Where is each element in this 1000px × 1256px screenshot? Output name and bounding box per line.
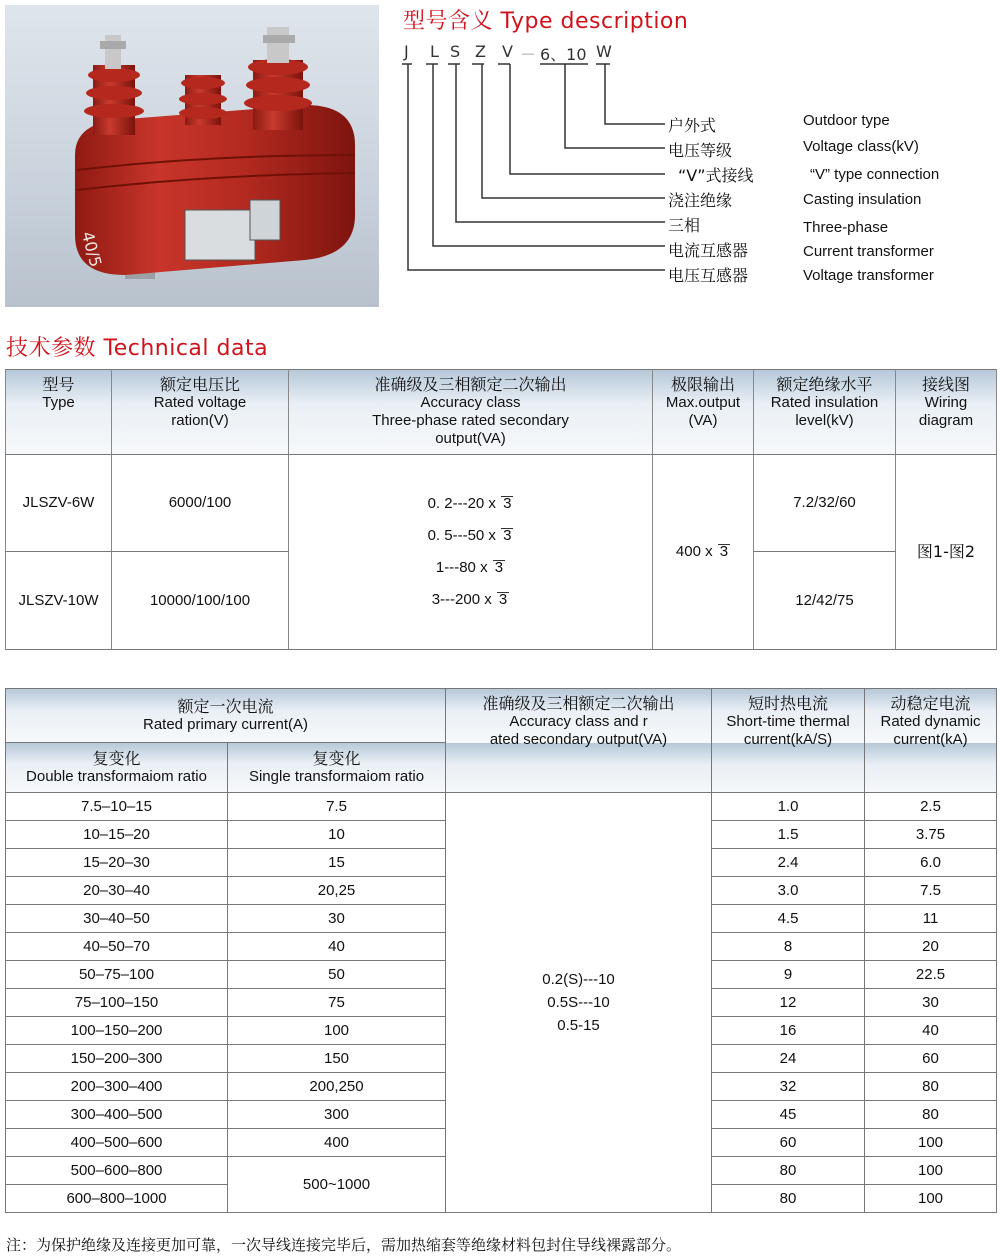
- table-row: [6, 455, 997, 552]
- type-item-cn: 浇注绝缘: [668, 191, 733, 210]
- header-max-output: 极限输出 Max.output (VA): [653, 370, 754, 455]
- double-ratio-cell: 10–15–20: [6, 821, 228, 849]
- accuracy-output-cell: [446, 793, 712, 1213]
- code-bracket-lines: [400, 58, 680, 278]
- type-item-cn: 户外式: [668, 116, 717, 135]
- product-photo: [5, 5, 379, 307]
- double-ratio-cell: 20–30–40: [6, 877, 228, 905]
- dynamic-cell: 100: [865, 1157, 997, 1185]
- header-type: 型号 Type: [6, 370, 112, 455]
- accuracy-line: 0.5-15: [557, 1017, 600, 1034]
- technical-table-2: [5, 688, 997, 1213]
- header-double-ratio: 复变化 Double transformaiom ratio: [6, 743, 228, 793]
- type-item-cn: 电压等级: [668, 141, 733, 160]
- type-item-en: “V” type connection: [810, 166, 940, 183]
- double-ratio-cell: 40–50–70: [6, 933, 228, 961]
- code-letter: J: [404, 42, 409, 61]
- table2-header-row: [6, 689, 997, 743]
- footnote: 注：为保护绝缘及连接更加可靠，一次导线连接完毕后，需加热缩套等绝缘材料包封住导线裸露部分。: [6, 1236, 682, 1254]
- insulation-cell: 7.2/32/60: [754, 455, 896, 552]
- type-cell: JLSZV-10W: [6, 552, 112, 650]
- wiring-cell: 图1-图2: [896, 455, 997, 650]
- single-ratio-cell: 40: [228, 933, 446, 961]
- single-ratio-cell: 7.5: [228, 793, 446, 821]
- double-ratio-cell: 15–20–30: [6, 849, 228, 877]
- type-item-en: Voltage class(kV): [803, 138, 919, 155]
- code-letter: W: [596, 42, 612, 61]
- type-item-cn: 三相: [668, 216, 701, 235]
- double-ratio-cell: 50–75–100: [6, 961, 228, 989]
- single-ratio-cell: 100: [228, 1017, 446, 1045]
- short-time-cell: 12: [712, 989, 865, 1017]
- double-ratio-cell: 30–40–50: [6, 905, 228, 933]
- short-time-cell: 1.5: [712, 821, 865, 849]
- dynamic-cell: 100: [865, 1129, 997, 1157]
- type-item-en: Current transformer: [803, 243, 934, 260]
- dynamic-cell: 20: [865, 933, 997, 961]
- dynamic-cell: 80: [865, 1073, 997, 1101]
- double-ratio-cell: 600–800–1000: [6, 1185, 228, 1213]
- short-time-cell: 1.0: [712, 793, 865, 821]
- dynamic-cell: 6.0: [865, 849, 997, 877]
- transformer-illustration: [5, 5, 379, 307]
- single-ratio-cell: 500~1000: [228, 1157, 446, 1213]
- double-ratio-cell: 400–500–600: [6, 1129, 228, 1157]
- short-time-cell: 80: [712, 1157, 865, 1185]
- type-item-cn: 电压互感器: [668, 266, 749, 285]
- single-ratio-cell: 75: [228, 989, 446, 1017]
- table1-header-row: [6, 370, 997, 455]
- accuracy-cell: 0. 2---20 x 3 0. 5---50 x 3 1---80 x 3 3---200 x 3: [289, 455, 653, 650]
- double-ratio-cell: 100–150–200: [6, 1017, 228, 1045]
- header-voltage-ratio: 额定电压比 Rated voltage ration(V): [112, 370, 289, 455]
- code-letter: S: [450, 42, 461, 61]
- technical-table-1: [5, 369, 997, 650]
- header-accuracy-output: 准确级及三相额定二次输出 Accuracy class and r ated secondary output(VA): [446, 689, 712, 793]
- double-ratio-cell: 75–100–150: [6, 989, 228, 1017]
- table-row: [6, 793, 997, 821]
- short-time-cell: 8: [712, 933, 865, 961]
- type-item-cn: 电流互感器: [668, 241, 749, 260]
- double-ratio-cell: 150–200–300: [6, 1045, 228, 1073]
- code-letter: Z: [475, 42, 486, 61]
- dynamic-cell: 60: [865, 1045, 997, 1073]
- max-output-cell: 400 x 3: [653, 455, 754, 650]
- single-ratio-cell: 50: [228, 961, 446, 989]
- photo-label: 40/5: [77, 229, 106, 270]
- short-time-cell: 80: [712, 1185, 865, 1213]
- short-time-cell: 16: [712, 1017, 865, 1045]
- type-item-cn: “V”式接线: [678, 166, 754, 185]
- type-item-en: Voltage transformer: [803, 267, 934, 284]
- code-letter: V: [502, 42, 513, 61]
- type-cell: JLSZV-6W: [6, 455, 112, 552]
- short-time-cell: 45: [712, 1101, 865, 1129]
- insulation-cell: 12/42/75: [754, 552, 896, 650]
- dynamic-cell: 3.75: [865, 821, 997, 849]
- short-time-cell: 24: [712, 1045, 865, 1073]
- single-ratio-cell: 30: [228, 905, 446, 933]
- dynamic-cell: 2.5: [865, 793, 997, 821]
- accuracy-line: 0.5S---10: [547, 994, 610, 1011]
- dynamic-cell: 11: [865, 905, 997, 933]
- single-ratio-cell: 15: [228, 849, 446, 877]
- header-single-ratio: 复变化 Single transformaiom ratio: [228, 743, 446, 793]
- code-letter: 6、10: [540, 45, 587, 64]
- single-ratio-cell: 300: [228, 1101, 446, 1129]
- double-ratio-cell: 300–400–500: [6, 1101, 228, 1129]
- header-dynamic: 动稳定电流 Rated dynamic current(kA): [865, 689, 997, 793]
- type-item-en: Outdoor type: [803, 112, 890, 129]
- single-ratio-cell: 200,250: [228, 1073, 446, 1101]
- dynamic-cell: 80: [865, 1101, 997, 1129]
- short-time-cell: 9: [712, 961, 865, 989]
- single-ratio-cell: 150: [228, 1045, 446, 1073]
- double-ratio-cell: 200–300–400: [6, 1073, 228, 1101]
- double-ratio-cell: 7.5–10–15: [6, 793, 228, 821]
- accuracy-line: 0.2(S)---10: [542, 971, 615, 988]
- dynamic-cell: 7.5: [865, 877, 997, 905]
- header-short-time: 短时热电流 Short-time thermal current(kA/S): [712, 689, 865, 793]
- single-ratio-cell: 20,25: [228, 877, 446, 905]
- short-time-cell: 2.4: [712, 849, 865, 877]
- type-description-title: 型号含义 Type description: [403, 9, 689, 34]
- short-time-cell: 32: [712, 1073, 865, 1101]
- header-accuracy: 准确级及三相额定二次输出 Accuracy class Three-phase rated secondary output(VA): [289, 370, 653, 455]
- type-item-en: Casting insulation: [803, 191, 922, 208]
- short-time-cell: 60: [712, 1129, 865, 1157]
- ratio-cell: 10000/100/100: [112, 552, 289, 650]
- short-time-cell: 3.0: [712, 877, 865, 905]
- dynamic-cell: 40: [865, 1017, 997, 1045]
- code-letter: L: [430, 42, 439, 61]
- header-wiring: 接线图 Wiring diagram: [896, 370, 997, 455]
- dynamic-cell: 30: [865, 989, 997, 1017]
- dynamic-cell: 22.5: [865, 961, 997, 989]
- technical-data-title: 技术参数 Technical data: [6, 336, 269, 361]
- ratio-cell: 6000/100: [112, 455, 289, 552]
- header-insulation: 额定绝缘水平 Rated insulation level(kV): [754, 370, 896, 455]
- single-ratio-cell: 10: [228, 821, 446, 849]
- dynamic-cell: 100: [865, 1185, 997, 1213]
- code-dash: －: [520, 45, 537, 64]
- double-ratio-cell: 500–600–800: [6, 1157, 228, 1185]
- type-item-en: Three-phase: [803, 219, 889, 236]
- header-primary-current: 额定一次电流 Rated primary current(A): [6, 689, 446, 743]
- single-ratio-cell: 400: [228, 1129, 446, 1157]
- short-time-cell: 4.5: [712, 905, 865, 933]
